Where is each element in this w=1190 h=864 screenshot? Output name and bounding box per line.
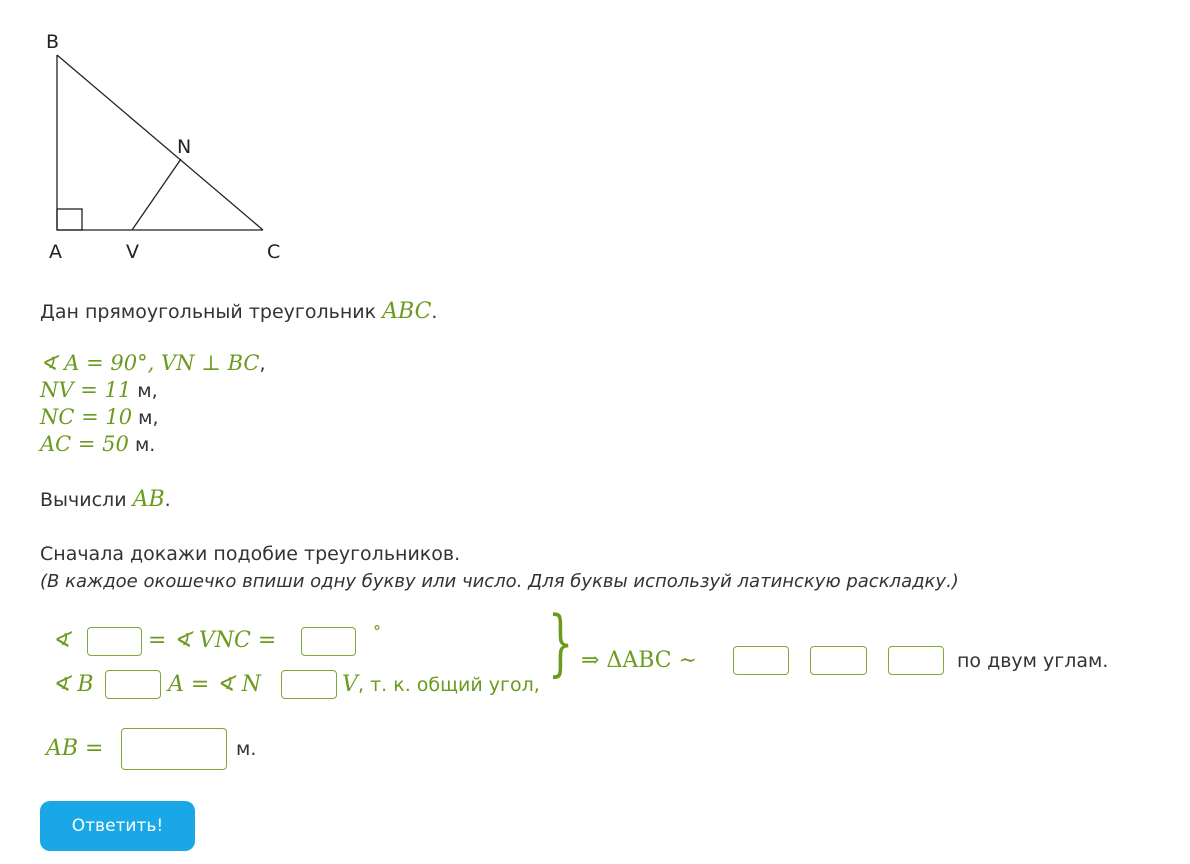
intro-dot: . bbox=[431, 301, 438, 323]
given-nc-unit: м, bbox=[132, 407, 159, 429]
system-brace: } bbox=[548, 600, 574, 684]
angle-value-input[interactable] bbox=[301, 627, 356, 656]
similar-triangle-letter-1-input[interactable] bbox=[733, 646, 789, 675]
vertex-label-b: B bbox=[46, 31, 60, 53]
side-bc bbox=[57, 55, 263, 230]
task-dot: . bbox=[164, 489, 171, 511]
task-math: AB bbox=[132, 487, 165, 512]
angle-n-middle-input[interactable] bbox=[281, 670, 337, 699]
degree-sign: ° bbox=[373, 622, 381, 641]
given-angle-math: ∢ A = 90°, VN ⊥ BC bbox=[40, 351, 260, 375]
given-nv-unit: м, bbox=[131, 380, 158, 402]
given-ac-math: AC = 50 bbox=[40, 432, 129, 456]
similar-triangle-letter-3-input[interactable] bbox=[888, 646, 944, 675]
similar-triangle-letter-2-input[interactable] bbox=[810, 646, 867, 675]
given-angle-line bbox=[40, 351, 266, 375]
given-ac-unit: м. bbox=[128, 434, 156, 456]
answer-unit: м. bbox=[236, 738, 257, 760]
instruction-text: Сначала докажи подобие треугольников. bbox=[40, 543, 461, 565]
vertex-label-n: N bbox=[177, 136, 192, 158]
similarity-implies: ⇒ ΔABC ∼ bbox=[581, 648, 698, 673]
problem-intro bbox=[40, 299, 437, 324]
answer-label: AB = bbox=[46, 736, 104, 761]
submit-button[interactable]: Ответить! bbox=[40, 801, 195, 851]
given-nc-math: NC = 10 bbox=[40, 405, 133, 429]
intro-text: Дан прямоугольный треугольник bbox=[40, 301, 383, 323]
given-nv-math: NV = 11 bbox=[40, 378, 132, 402]
given-nv-line bbox=[40, 378, 158, 402]
vertex-label-v: V bbox=[126, 241, 139, 263]
given-ac-line bbox=[40, 432, 155, 456]
segment-vn bbox=[132, 159, 181, 230]
vertex-label-a: A bbox=[49, 241, 62, 263]
given-nc-line bbox=[40, 405, 159, 429]
row2-angle-b: ∢ B bbox=[52, 672, 94, 697]
row2-v: V bbox=[342, 672, 358, 697]
angle-b-middle-input[interactable] bbox=[105, 670, 161, 699]
row2-middle: A = ∢ N bbox=[168, 672, 261, 697]
task-text: Вычисли bbox=[40, 489, 133, 511]
vertex-label-c: C bbox=[267, 241, 281, 263]
row1-equation: = ∢ VNC = bbox=[148, 628, 277, 653]
triangle-name: ABC bbox=[382, 299, 432, 324]
right-angle-mark bbox=[57, 209, 82, 230]
angle-vertex-input[interactable] bbox=[87, 627, 142, 656]
similarity-reason: по двум углам. bbox=[957, 650, 1109, 672]
task-line bbox=[40, 487, 171, 512]
triangle-figure bbox=[0, 0, 320, 275]
hint-text: (В каждое окошечко впиши одну букву или число. Для буквы используй латинскую раскладку.) bbox=[40, 571, 959, 592]
given-angle-tail: , bbox=[259, 353, 266, 375]
answer-input[interactable] bbox=[121, 728, 227, 770]
row2-reason: , т. к. общий угол, bbox=[358, 674, 540, 696]
row1-angle-symbol: ∢ bbox=[52, 628, 71, 653]
